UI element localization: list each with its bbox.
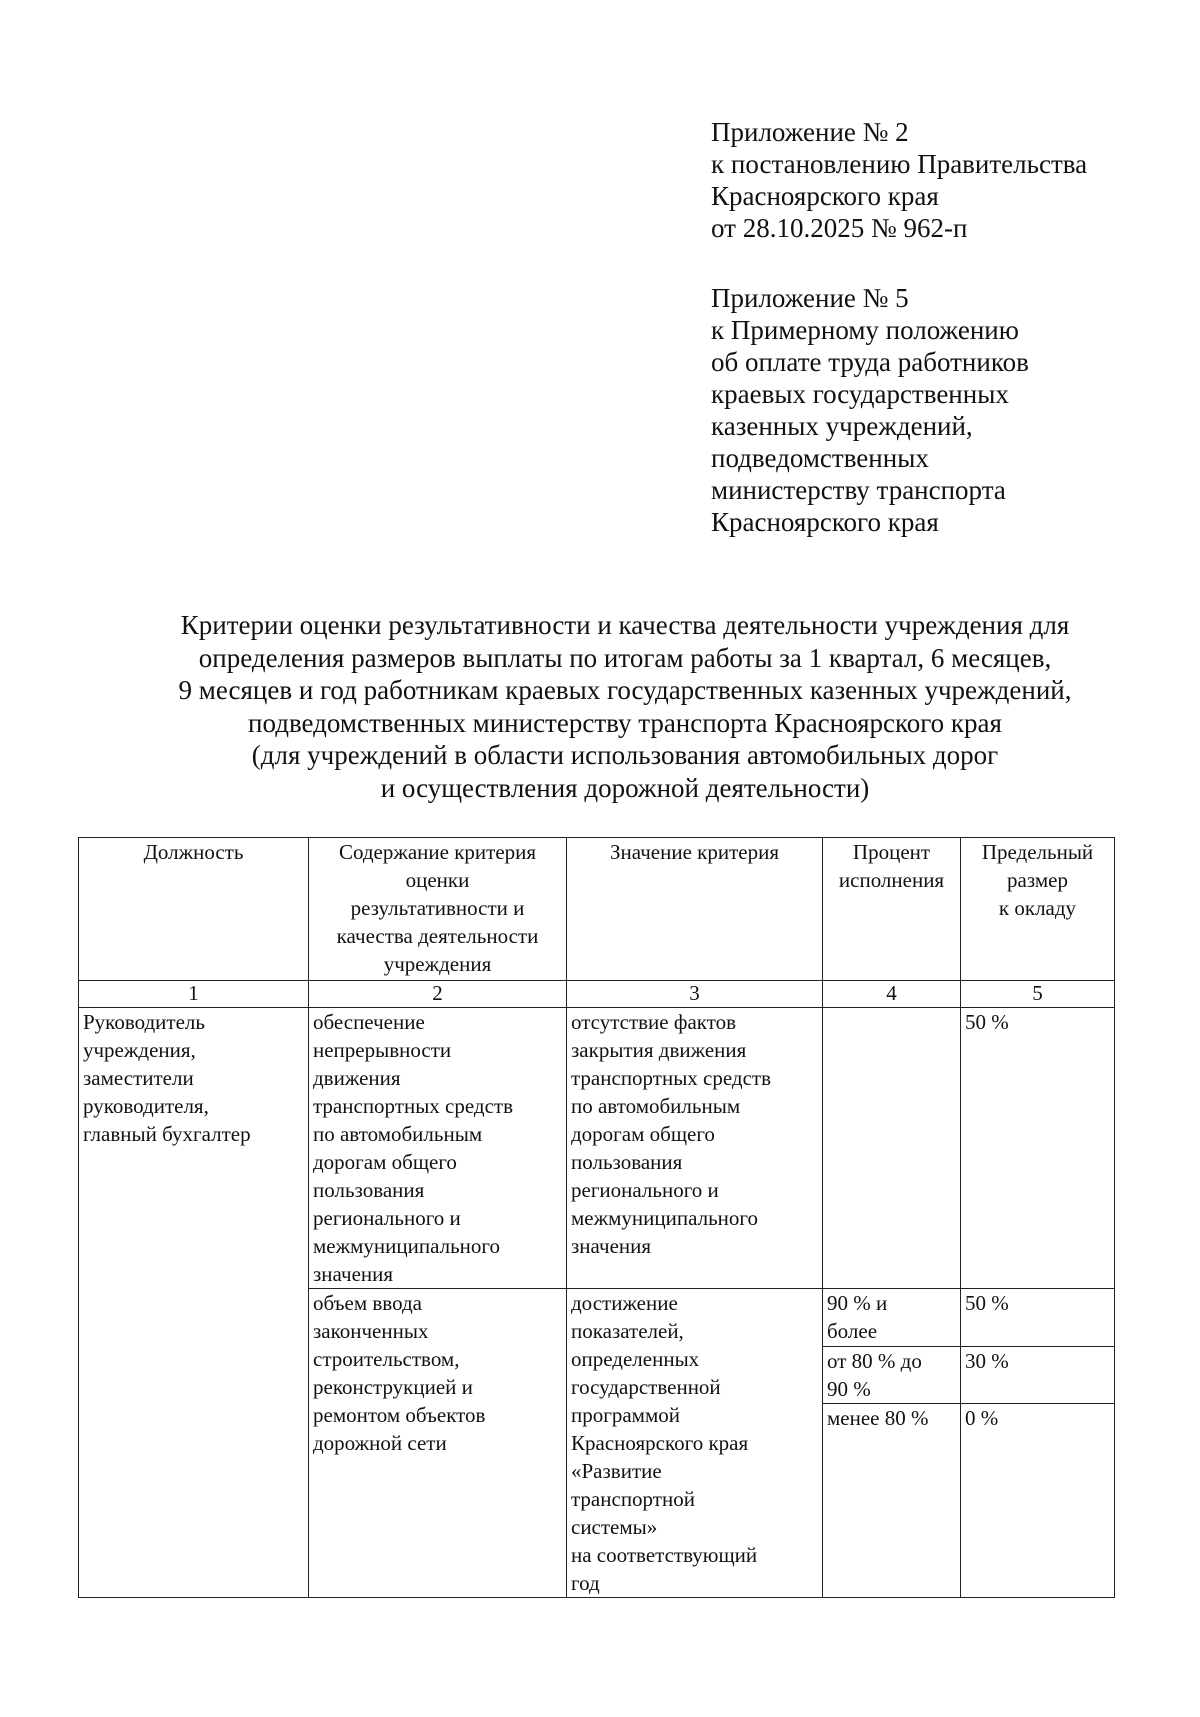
- appendix-line: Приложение № 2: [711, 117, 909, 147]
- header-limit: Предельный размер к окладу: [961, 838, 1115, 981]
- header-criterion-content: Содержание критерия оценки результативности и качества деятельности учреждения: [309, 838, 567, 981]
- column-number: 1: [79, 981, 309, 1008]
- criterion-value-cell: достижение показателей, определенных государственной программой Красноярского края «Развитие транспортной системы» на соответствующий год: [567, 1289, 823, 1598]
- appendix-line: об оплате труда работников: [711, 347, 1029, 377]
- limit-cell: 50 %: [961, 1289, 1115, 1347]
- title-line: 9 месяцев и год работникам краевых государственных казенных учреждений,: [178, 675, 1072, 705]
- percent-cell: 90 % и более: [823, 1289, 961, 1347]
- appendix-line: краевых государственных: [711, 379, 1009, 409]
- appendix-line: Приложение № 5: [711, 283, 909, 313]
- title-line: (для учреждений в области использования автомобильных дорог: [251, 740, 999, 770]
- column-number-row: [79, 981, 1115, 1008]
- limit-cell: 0 %: [961, 1404, 1115, 1598]
- percent-cell: от 80 % до 90 %: [823, 1346, 961, 1404]
- criterion-content-cell: обеспечение непрерывности движения транспортных средств по автомобильным дорогам общего пользования регионального и межмуниципального значения: [309, 1008, 567, 1289]
- appendix-line: подведомственных: [711, 443, 929, 473]
- appendix-5-header: [711, 282, 1029, 538]
- criteria-table: [78, 837, 1115, 1598]
- appendix-2-header: [711, 116, 1087, 244]
- column-number: 2: [309, 981, 567, 1008]
- table-header-row: [79, 838, 1115, 981]
- title-line: и осуществления дорожной деятельности): [380, 772, 870, 803]
- title-line: подведомственных министерству транспорта Красноярского края: [248, 707, 1002, 738]
- position-cell: Руководитель учреждения, заместители руководителя, главный бухгалтер: [79, 1008, 309, 1598]
- appendix-line: к постановлению Правительства: [711, 149, 1088, 179]
- appendix-line: Красноярского края: [711, 181, 939, 211]
- title-line: Критерии оценки результативности и качества деятельности учреждения для: [180, 610, 1070, 640]
- appendix-line: министерству транспорта: [711, 475, 1006, 505]
- appendix-line: Красноярского края: [711, 507, 939, 537]
- column-number: 5: [961, 981, 1115, 1008]
- header-criterion-value: Значение критерия: [567, 838, 823, 981]
- criterion-value-cell: отсутствие фактов закрытия движения транспортных средств по автомобильным дорогам общего пользования регионального и межмуниципального значения: [567, 1008, 823, 1289]
- column-number: 3: [567, 981, 823, 1008]
- percent-cell: менее 80 %: [823, 1404, 961, 1598]
- header-percent: Процент исполнения: [823, 838, 961, 981]
- appendix-line: от 28.10.2025 № 962-п: [711, 213, 968, 243]
- criterion-content-cell: объем ввода законченных строительством, реконструкцией и ремонтом объектов дорожной сети: [309, 1289, 567, 1598]
- title-line: определения размеров выплаты по итогам работы за 1 квартал, 6 месяцев,: [198, 642, 1052, 673]
- limit-cell: 30 %: [961, 1346, 1115, 1404]
- column-number: 4: [823, 981, 961, 1008]
- limit-cell: 50 %: [961, 1008, 1115, 1289]
- appendix-line: к Примерному положению: [711, 315, 1019, 345]
- document-title: [60, 609, 1190, 804]
- appendix-line: казенных учреждений,: [711, 411, 973, 441]
- percent-cell: [823, 1008, 961, 1289]
- header-position: Должность: [79, 838, 309, 981]
- table-row: [79, 1008, 1115, 1289]
